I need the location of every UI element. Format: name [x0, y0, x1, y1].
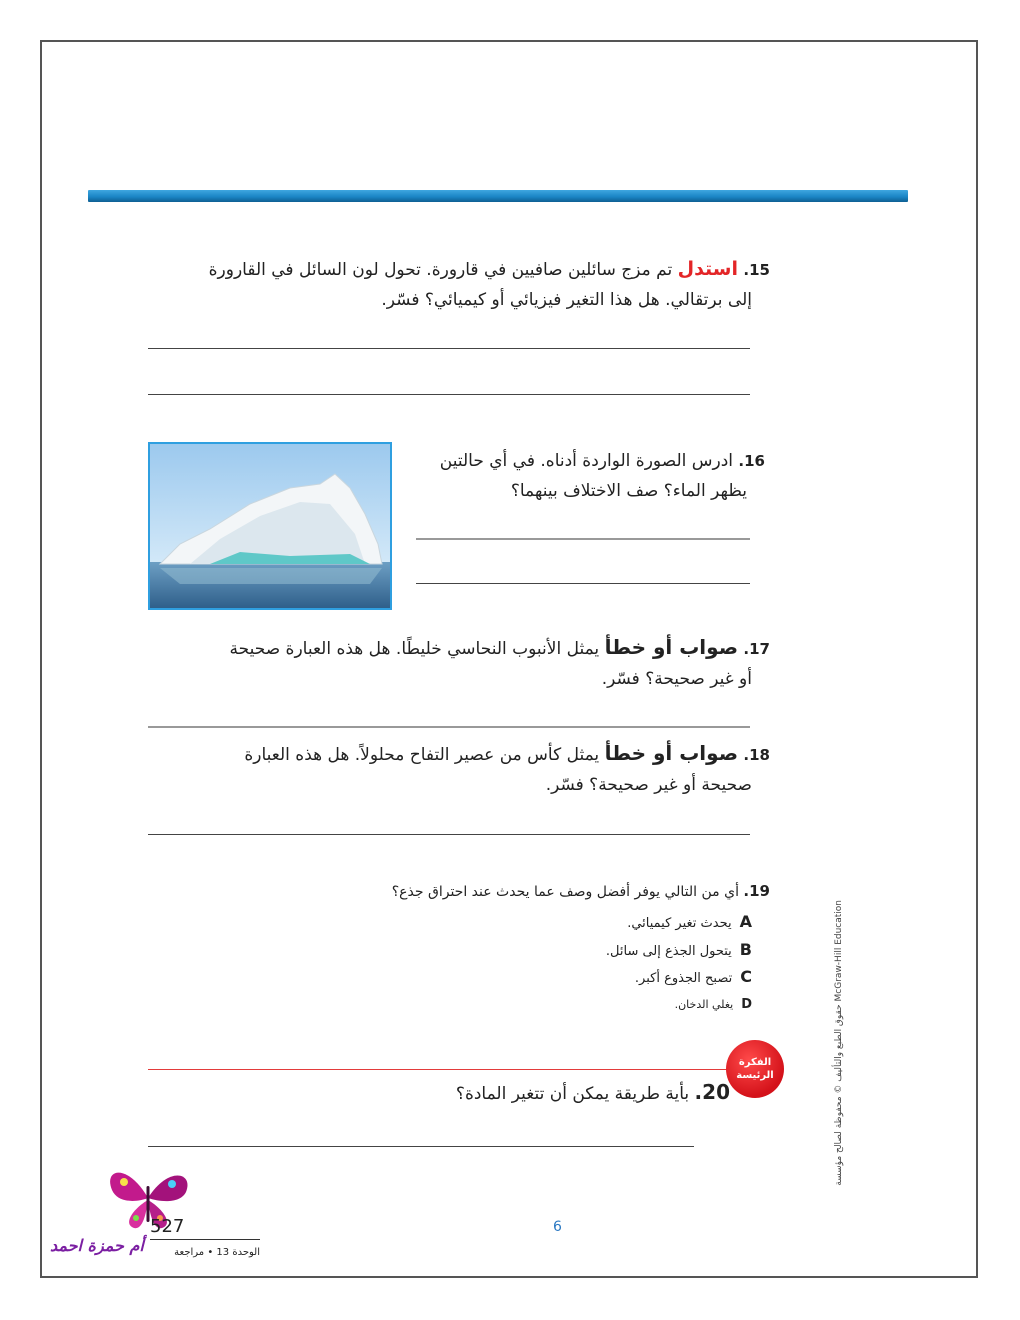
question-text: أي من التالي يوفر أفضل وصف عما يحدث عند احتراق جذع؟ [391, 884, 739, 900]
question-text-2: أو غير صحيحة؟ فسّر. [601, 669, 752, 689]
question-text: يمثل كأس من عصير التفاح محلولاً. هل هذه العبارة [244, 745, 600, 765]
question-18 [150, 738, 770, 800]
answer-line[interactable] [148, 834, 750, 835]
badge-text: الفكرة [738, 1057, 772, 1068]
answer-line[interactable] [148, 1146, 694, 1147]
question-text-2: إلى برتقالي. هل هذا التغير فيزيائي أو كيميائي؟ فسّر. [381, 290, 752, 310]
question-text: ادرس الصورة الواردة أدناه. في أي حالتين [439, 451, 734, 471]
question-19 [300, 882, 770, 900]
badge-text: الرئيسة [736, 1070, 774, 1081]
question-number: 19. [743, 882, 770, 900]
logo-text: أم حمزة احمد [50, 1236, 144, 1255]
main-idea-badge [726, 1040, 784, 1098]
option-b[interactable] [450, 940, 752, 959]
question-number: 20. [694, 1080, 730, 1104]
question-15 [150, 254, 770, 315]
question-text: بأية طريقة يمكن أن تتغير المادة؟ [455, 1084, 690, 1104]
option-text: يحدث تغير كيميائي. [627, 916, 732, 931]
book-page-number: 527 [150, 1216, 185, 1237]
option-letter: D [741, 997, 752, 1012]
unit-label: الوحدة 13 • مراجعة [174, 1247, 260, 1258]
question-text-2: يظهر الماء؟ صف الاختلاف بينهما؟ [510, 481, 747, 501]
page-number: 6 [553, 1219, 562, 1235]
iceberg-photo [148, 442, 392, 610]
footer-divider [150, 1239, 260, 1240]
question-text-2: صحيحة أو غير صحيحة؟ فسّر. [545, 775, 752, 795]
divider-red [148, 1069, 730, 1070]
question-number: 15. [743, 261, 770, 279]
question-16 [420, 446, 765, 506]
question-20 [400, 1080, 730, 1104]
option-letter: C [740, 967, 752, 986]
answer-line[interactable] [416, 538, 750, 540]
option-text: تصبح الجذوع أكبر. [634, 971, 733, 986]
option-text: يغلي الدخان. [674, 998, 734, 1011]
header-bar [88, 190, 908, 202]
question-number: 16. [738, 452, 765, 470]
question-17 [150, 632, 770, 694]
keyword-infer: استدل [677, 258, 739, 280]
option-a[interactable] [450, 912, 752, 931]
option-letter: B [739, 940, 752, 959]
question-text: تم مزج سائلين صافيين في قارورة. تحول لون السائل في القارورة [208, 260, 673, 280]
option-c[interactable] [450, 967, 752, 986]
answer-line[interactable] [416, 583, 750, 584]
question-text: يمثل الأنبوب النحاسي خليطًا. هل هذه العبارة صحيحة [229, 639, 600, 659]
answer-line[interactable] [148, 726, 750, 728]
copyright-note: McGraw-Hill Education حقوق الطبع والتأليف © محفوظة لصالح مؤسسة [834, 900, 844, 1186]
option-letter: A [739, 912, 752, 931]
option-text: يتحول الجذع إلى سائل. [605, 944, 732, 959]
keyword-true-false: صواب أو خطأ [604, 741, 739, 765]
keyword-true-false: صواب أو خطأ [604, 635, 739, 659]
answer-line[interactable] [148, 348, 750, 349]
question-number: 17. [743, 640, 770, 658]
question-number: 18. [743, 746, 770, 764]
answer-line[interactable] [148, 394, 750, 395]
option-d[interactable] [450, 993, 752, 1012]
